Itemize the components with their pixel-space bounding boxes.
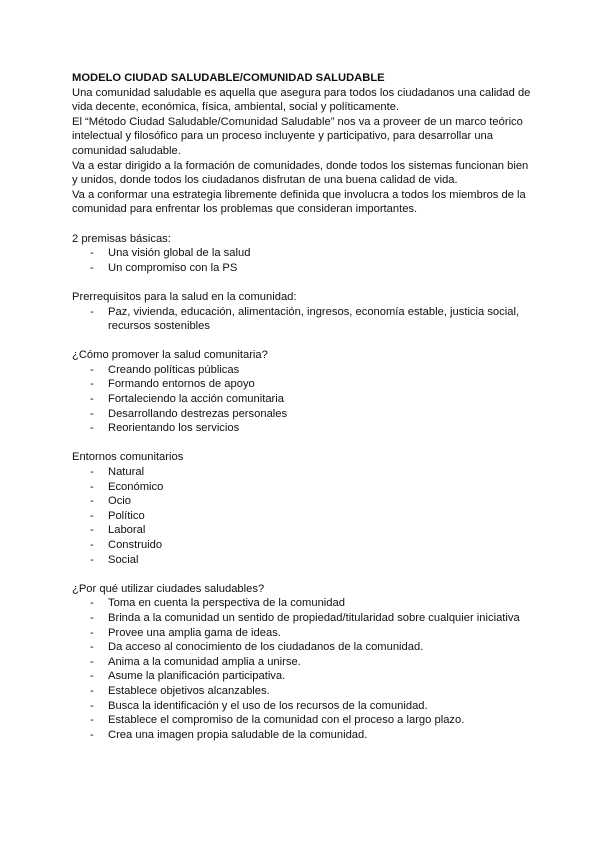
section-heading: Prerrequisitos para la salud en la comunidad: [72, 290, 297, 303]
list-item: - Fortaleciendo la acción comunitaria [72, 392, 532, 407]
list-item: - Económico [72, 480, 532, 495]
section-por-que [72, 582, 532, 743]
list-item: - Una visión global de la salud [72, 246, 532, 261]
list-item: - Toma en cuenta la perspectiva de la comunidad [72, 596, 532, 611]
list-item: - Establece el compromiso de la comunidad con el proceso a largo plazo. [72, 713, 532, 728]
section-heading: ¿Por qué utilizar ciudades saludables? [72, 582, 265, 595]
bullet-list [72, 596, 532, 742]
section-prerrequisitos [72, 290, 532, 334]
list-item: - Paz, vivienda, educación, alimentación, ingresos, economía estable, justicia social, recursos sostenibles [72, 305, 532, 334]
list-item: - Natural [72, 465, 532, 480]
list-item: - Creando políticas públicas [72, 363, 532, 378]
list-item: - Ocio [72, 494, 532, 509]
list-item: - Da acceso al conocimiento de los ciudadanos de la comunidad. [72, 640, 532, 655]
list-item: - Laboral [72, 523, 532, 538]
intro-paragraph: Una comunidad saludable es aquella que asegura para todos los ciudadanos una calidad de vida decente, económica, física, ambiental, social y políticamente. [72, 86, 531, 114]
list-item: - Social [72, 553, 532, 568]
list-item: - Busca la identificación y el uso de los recursos de la comunidad. [72, 699, 532, 714]
list-item: - Brinda a la comunidad un sentido de propiedad/titularidad sobre cualquier iniciativa [72, 611, 532, 626]
list-item: - Construido [72, 538, 532, 553]
bullet-list [72, 246, 532, 275]
list-item: - Provee una amplia gama de ideas. [72, 626, 532, 641]
section-heading: ¿Cómo promover la salud comunitaria? [72, 349, 268, 362]
intro-block [72, 86, 532, 217]
document-page [72, 71, 532, 742]
document-title: MODELO CIUDAD SALUDABLE/COMUNIDAD SALUDABLE [72, 72, 385, 84]
list-item: - Político [72, 509, 532, 524]
bullet-list [72, 305, 532, 334]
intro-paragraph: El “Método Ciudad Saludable/Comunidad Saludable” nos va a proveer de un marco teórico intelectual y filosófico para un proceso incluyente y participativo, para desarrollar una comunidad saludable. [72, 115, 523, 157]
intro-paragraph: Va a conformar una estrategia libremente definida que involucra a todos los miembros de la comunidad para enfrentar los problemas que consideran importantes. [72, 188, 526, 216]
bullet-list [72, 363, 532, 436]
list-item: - Un compromiso con la PS [72, 261, 532, 276]
list-item: - Crea una imagen propia saludable de la comunidad. [72, 728, 532, 743]
section-heading: 2 premisas básicas: [72, 232, 171, 245]
list-item: - Establece objetivos alcanzables. [72, 684, 532, 699]
list-item: - Formando entornos de apoyo [72, 377, 532, 392]
section-premisas [72, 232, 532, 276]
list-item: - Reorientando los servicios [72, 421, 532, 436]
bullet-list [72, 465, 532, 567]
list-item: - Asume la planificación participativa. [72, 669, 532, 684]
intro-paragraph: Va a estar dirigido a la formación de comunidades, donde todos los sistemas funcionan bien y unidos, donde todos los ciudadanos disfrutan de una buena calidad de vida. [72, 159, 529, 187]
list-item: - Desarrollando destrezas personales [72, 407, 532, 422]
section-como-promover [72, 348, 532, 436]
list-item: - Anima a la comunidad amplia a unirse. [72, 655, 532, 670]
section-heading: Entornos comunitarios [72, 451, 184, 464]
section-entornos [72, 450, 532, 567]
